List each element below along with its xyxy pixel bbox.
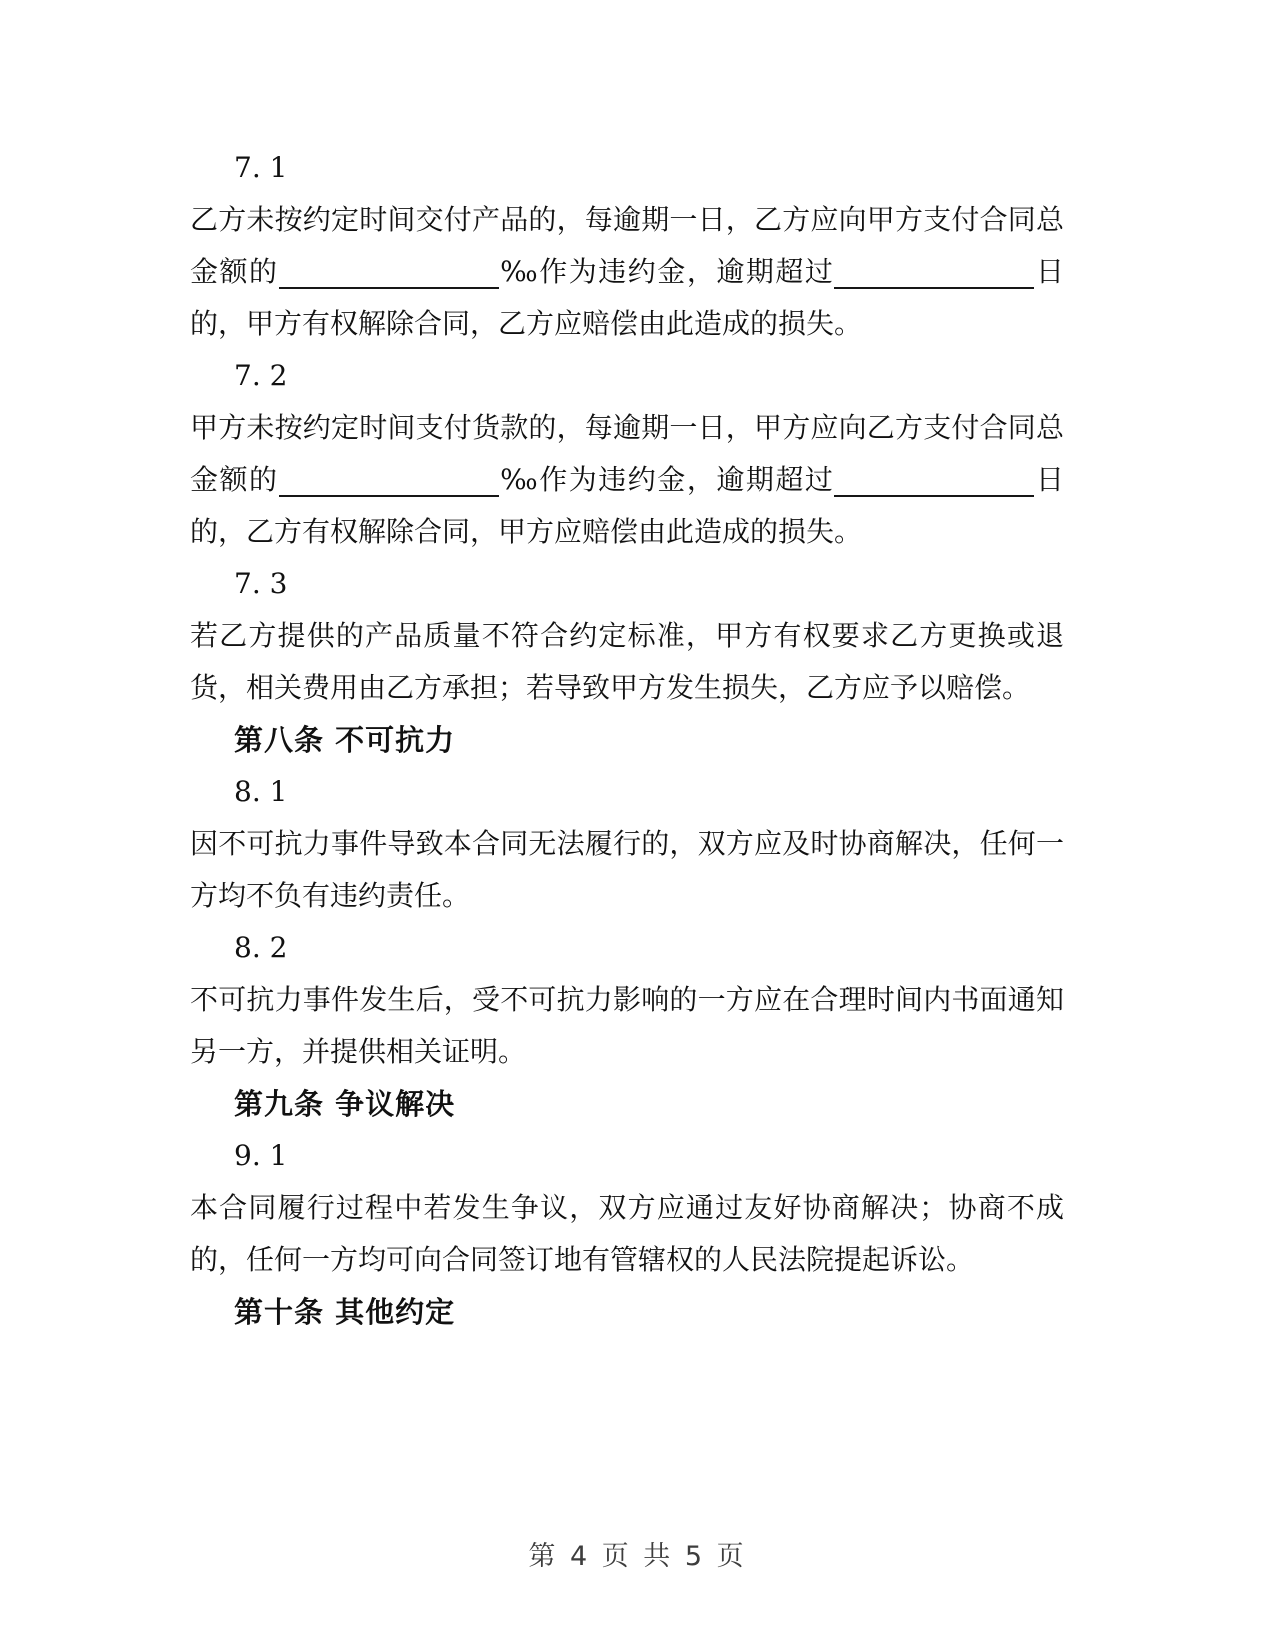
- article-9-heading: 第九条 争议解决: [234, 1087, 456, 1121]
- clause-number-8-1: 8. 1: [234, 775, 288, 808]
- clause-number-7-3: 7. 3: [234, 567, 288, 600]
- clause-number-8-2: 8. 2: [234, 931, 288, 964]
- fill-in-blank: [834, 253, 1034, 289]
- clause-number-7-1: 7. 1: [234, 151, 288, 184]
- clause-text-8-2: 不可抗力事件发生后，受不可抗力影响的一方应在合理时间内书面通知另一方，并提供相关证明。: [190, 983, 1064, 1068]
- contract-body: [190, 142, 1064, 1338]
- article-10-heading: 第十条 其他约定: [234, 1295, 456, 1329]
- fill-in-blank: [834, 461, 1034, 497]
- clause-number-9-1: 9. 1: [234, 1139, 288, 1172]
- clause-text-7-2: 甲方未按约定时间支付货款的，每逾期一日，甲方应向乙方支付合同总金额的 ‰作为违约金，逾期超过 日的，乙方有权解除合同，甲方应赔偿由此造成的损失。: [190, 411, 1064, 548]
- clause-text-7-1: 乙方未按约定时间交付产品的，每逾期一日，乙方应向甲方支付合同总金额的 ‰作为违约金，逾期超过 日的，甲方有权解除合同，乙方应赔偿由此造成的损失。: [190, 203, 1064, 340]
- article-8-heading: 第八条 不可抗力: [234, 723, 456, 757]
- clause-text-8-1: 因不可抗力事件导致本合同无法履行的，双方应及时协商解决，任何一方均不负有违约责任。: [190, 827, 1064, 912]
- page-number-footer: 第 4 页 共 5 页: [528, 1541, 747, 1572]
- clause-number-7-2: 7. 2: [234, 359, 288, 392]
- clause-text-9-1: 本合同履行过程中若发生争议，双方应通过友好协商解决；协商不成的，任何一方均可向合同签订地有管辖权的人民法院提起诉讼。: [190, 1191, 1064, 1276]
- fill-in-blank: [279, 253, 499, 289]
- fill-in-blank: [279, 461, 499, 497]
- clause-text-7-3: 若乙方提供的产品质量不符合约定标准，甲方有权要求乙方更换或退货，相关费用由乙方承担；若导致甲方发生损失，乙方应予以赔偿。: [190, 619, 1064, 704]
